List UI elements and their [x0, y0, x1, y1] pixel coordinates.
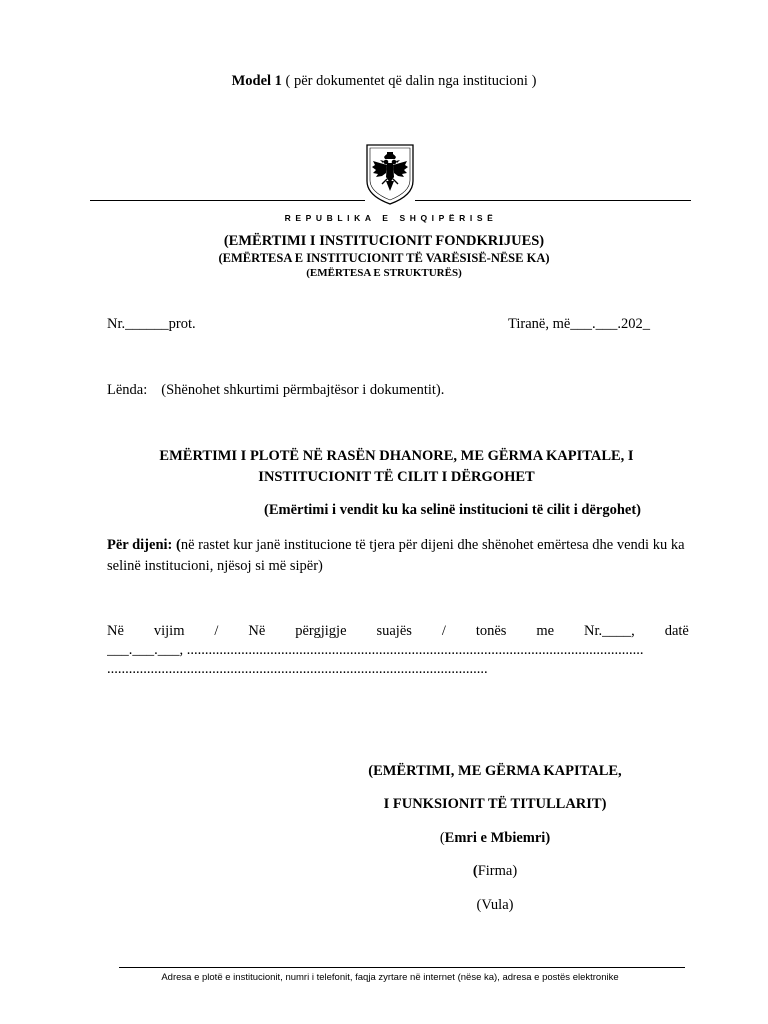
body-word: Në	[248, 623, 266, 639]
signature-name	[245, 830, 745, 847]
recipient-place: (Emërtimi i vendit ku ka selinë institucioni të cilit i dërgohet)	[264, 502, 641, 518]
signature-title-line-2: I FUNKSIONIT TË TITULLARIT)	[383, 796, 607, 812]
header-rule-right	[415, 200, 691, 201]
body-word: suajës	[376, 623, 412, 639]
subject-line	[107, 382, 444, 399]
body-line-3	[107, 660, 689, 679]
body-dots-2: ..............................................................................................................................	[186, 642, 644, 658]
signature-stamp: (Vula)	[476, 897, 514, 913]
recipient-line-1: EMËRTIMI I PLOTË NË RASËN DHANORE, ME GËRMA KAPITALE, I	[159, 448, 634, 464]
signature-firma	[245, 863, 745, 880]
footer-address: Adresa e plotë e institucionit, numri i telefonit, faqja zyrtare në internet (nëse ka), adresa e postës elektronike	[161, 972, 619, 983]
body-word: vijim	[153, 623, 185, 639]
institution-dependent: (EMËRTESA E INSTITUCIONIT TË VARËSISË-NËSE KA)	[218, 251, 550, 265]
header-rule-left	[90, 200, 365, 201]
model-note: ( për dokumentet që dalin nga institucioni )	[281, 73, 537, 89]
institution-founder: (EMËRTIMI I INSTITUCIONIT FONDKRIJUES)	[223, 233, 545, 249]
signature-title-line-1: (EMËRTIMI, ME GËRMA KAPITALE,	[368, 763, 622, 779]
body-word: përgjigje	[295, 623, 347, 639]
body-word: Nr.____,	[584, 623, 635, 639]
body-line-2	[107, 641, 689, 660]
model-line	[0, 73, 768, 90]
cc-text: në rastet kur janë institucione të tjera për dijeni dhe shënohet emërtesa dhe vendi ku ka selinë institucioni, njësoj si më sipër)	[107, 537, 685, 574]
cc-paragraph	[107, 535, 689, 577]
subject-label: Lënda:	[107, 382, 148, 398]
body-word: /	[441, 623, 446, 639]
body-line-1	[107, 622, 689, 641]
recipient-line-2: INSTITUCIONIT TË CILIT I DËRGOHET	[258, 469, 535, 485]
body-word: tonës	[475, 623, 507, 639]
protocol-number: Nr.______prot.	[107, 316, 196, 332]
body-word: Në	[107, 623, 124, 639]
signature-name-paren: (	[439, 830, 445, 846]
cc-label: Për dijeni: (	[107, 537, 181, 553]
recipient-block	[0, 446, 768, 488]
body-date-blank: ___.___.___,	[107, 642, 184, 658]
structure-name: (EMËRTESA E STRUKTURËS)	[306, 267, 462, 279]
body-word: datë	[664, 623, 689, 639]
body-dots-3: .........................................................................................................	[107, 661, 488, 677]
signature-firma-text: Firma)	[477, 863, 518, 879]
subject-value: (Shënohet shkurtimi përmbajtësor i dokumentit).	[161, 382, 445, 398]
signature-name-text: Emri e Mbiemri)	[444, 830, 551, 846]
body-word: me	[536, 623, 555, 639]
place-date: Tiranë, më___.___.202_	[508, 316, 651, 332]
body-word: /	[214, 623, 219, 639]
albania-coat-of-arms-icon	[365, 143, 415, 205]
signature-firma-paren: (	[472, 863, 478, 879]
republic-label: REPUBLIKA E SHQIPËRISË	[284, 213, 498, 223]
body-paragraph	[107, 622, 689, 679]
footer-rule	[119, 967, 685, 968]
model-label: Model 1	[231, 73, 282, 89]
